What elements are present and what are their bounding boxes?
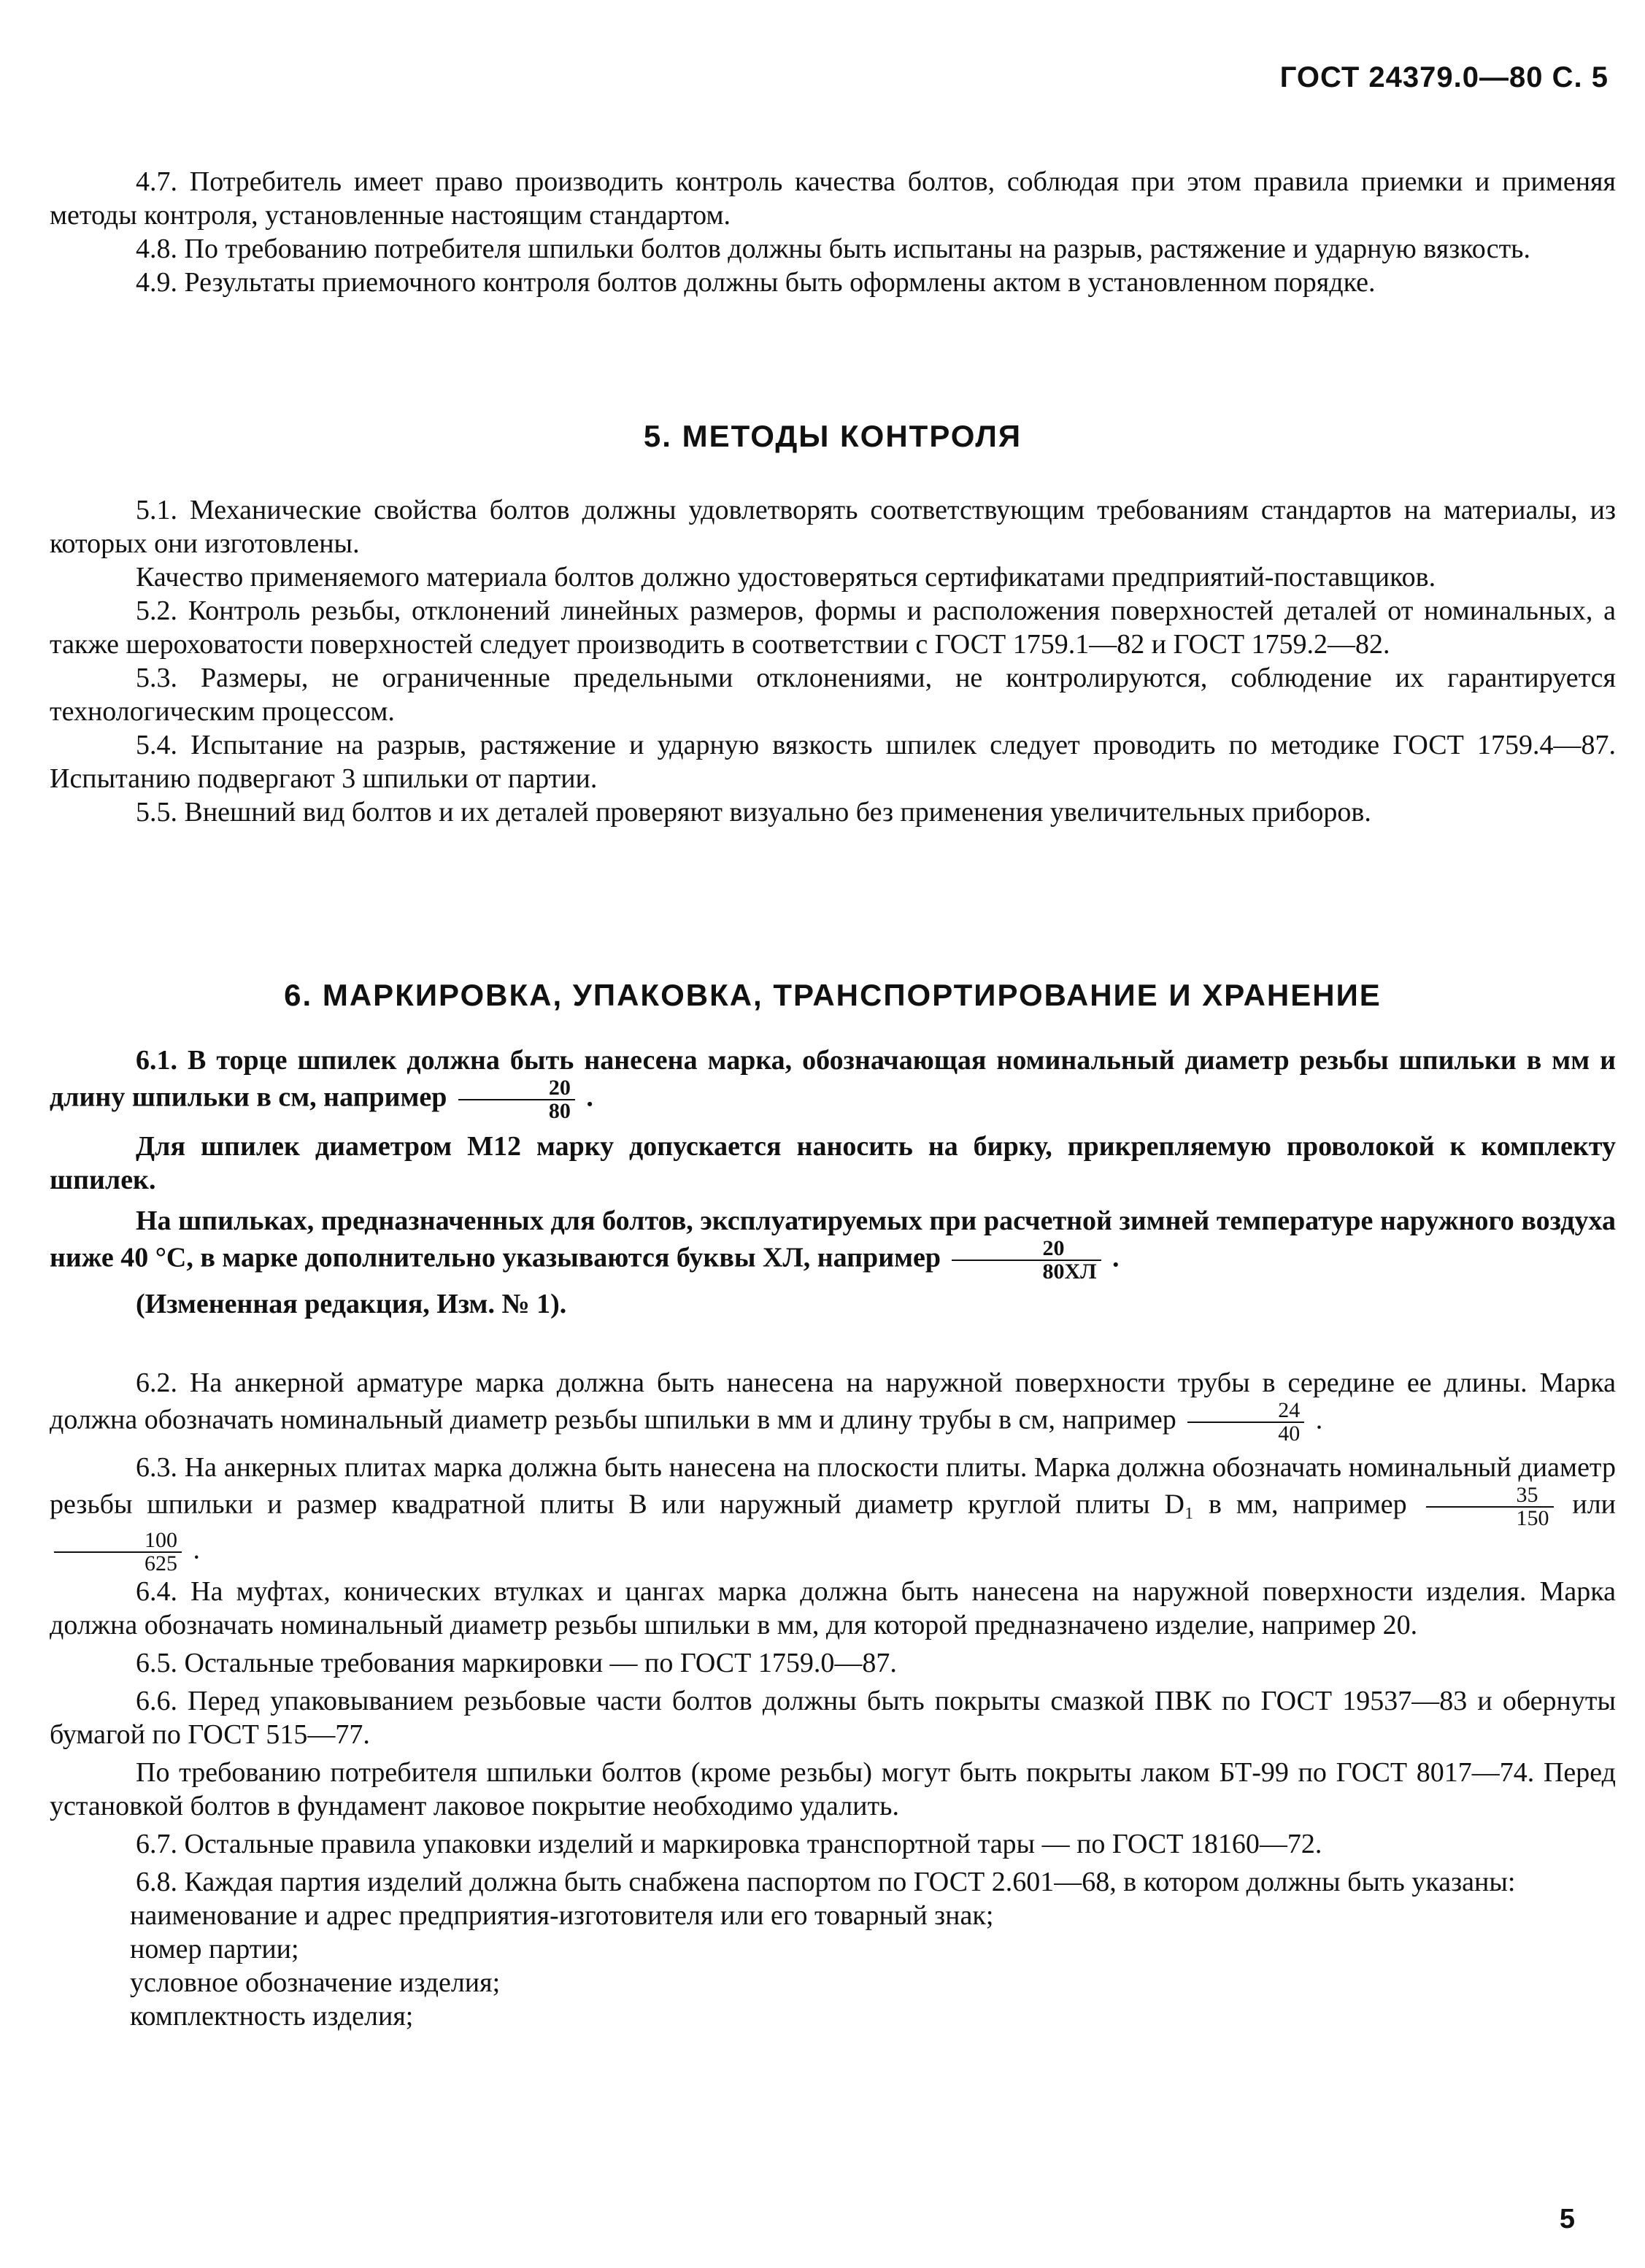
marking-fraction-20-80hl	[952, 1238, 1101, 1283]
paragraph-6-8: 6.8. Каждая партия изделий должна быть снабжена паспортом по ГОСТ 2.601—68, в котором должны быть указаны:	[136, 1867, 1516, 1897]
paragraph-4-9: 4.9. Результаты приемочного контроля болтов должны быть оформлены актом в установленном порядке.	[136, 267, 1376, 298]
paragraph-4-8: 4.8. По требованию потребителя шпильки болтов должны быть испытаны на разрыв, растяжение и ударную вязкость.	[136, 234, 1531, 264]
section-4	[50, 165, 1616, 299]
or-word: или	[1572, 1489, 1617, 1520]
section-6	[50, 1366, 1616, 2033]
running-header: ГОСТ 24379.0—80 С. 5	[1279, 61, 1609, 93]
paragraph-6-4: 6.4. На муфтах, конических втулках и цангах марка должна быть нанесена на наружной поверхности изделия. Марка должна обозначать номинальный диаметр резьбы шпильки в мм, для которой предназначено изделие, например 20.	[50, 1576, 1616, 1640]
fraction-denominator: 80ХЛ	[1042, 1260, 1097, 1284]
marking-fraction-100-625	[54, 1530, 182, 1575]
paragraph-6-1: 6.1. В торце шпилек должна быть нанесена марка, обозначающая номинальный диаметр резьбы шпильки в мм и длину шпильки в см, например $\frac{20}{80}$ .	[50, 1045, 1616, 1123]
fraction-numerator: 24	[1187, 1400, 1304, 1423]
paragraph-6-6: 6.6. Перед упаковыванием резьбовые части болтов должны быть покрыты смазкой ПВК по ГОСТ 19537—83 и обернуты бумагой по ГОСТ 515—77.	[50, 1686, 1616, 1750]
fraction-denominator: 150	[1516, 1506, 1549, 1530]
fraction-numerator: 35	[1426, 1484, 1554, 1508]
fraction-numerator: 20	[458, 1077, 575, 1100]
marking-fraction-20-80	[458, 1077, 575, 1122]
paragraph-6-1-m12: Для шпилек диаметром М12 марку допускается наносить на бирку, прикрепляемую проволокой к комплекту шпилек.	[50, 1131, 1616, 1195]
fraction-numerator: 20	[952, 1238, 1101, 1261]
list-item: наименование и адрес предприятия-изготовителя или его товарный знак;	[130, 1900, 994, 1931]
paragraph-5-3: 5.3. Размеры, не ограниченные предельными отклонениями, не контролируются, соблюдение их гарантируется технологическим процессом.	[50, 663, 1616, 727]
section-6-heading: 6. МАРКИРОВКА, УПАКОВКА, ТРАНСПОРТИРОВАНИЕ И ХРАНЕНИЕ	[284, 978, 1382, 1012]
fraction-numerator: 100	[54, 1530, 182, 1553]
paragraph-5-2: 5.2. Контроль резьбы, отклонений линейных размеров, формы и расположения поверхностей деталей от номинальных, а также шероховатости поверхностей следует производить в соответствии с ГОСТ 1759.1—82 и ГОСТ 1759.2—82.	[50, 595, 1616, 660]
section-5	[50, 493, 1616, 829]
paragraph-6-1-text: 6.1. В торце шпилек должна быть нанесена марка, обозначающая номинальный диаметр резьбы шпильки в мм и длину шпильки в см, например	[50, 1045, 1616, 1113]
section-5-heading: 5. МЕТОДЫ КОНТРОЛЯ	[643, 419, 1022, 453]
list-item: условное обозначение изделия;	[130, 1967, 501, 1998]
paragraph-6-5: 6.5. Остальные требования маркировки — по ГОСТ 1759.0—87.	[136, 1648, 897, 1678]
fraction-denominator: 80	[548, 1099, 571, 1123]
paragraph-5-1-quality: Качество применяемого материала болтов должно удостоверяться сертификатами предприятий-поставщиков.	[136, 562, 1436, 593]
paragraph-5-1: 5.1. Механические свойства болтов должны удовлетворять соответствующим требованиям стандартов на материалы, из которых они изготовлены.	[50, 495, 1616, 559]
page-number: 5	[1559, 2204, 1575, 2234]
paragraph-6-2-text: 6.2. На анкерной арматуре марка должна быть нанесена на наружной поверхности трубы в середине ее длины. Марка должна обозначать номинальный диаметр резьбы шпильки в мм и длину трубы в см, например	[50, 1368, 1616, 1435]
list-item: комплектность изделия;	[130, 2001, 414, 2032]
section-6-bold-part	[50, 1044, 1616, 1321]
list-item: номер партии;	[130, 1934, 299, 1964]
paragraph-6-1-hl-text: На шпильках, предназначенных для болтов, эксплуатируемых при расчетной зимней температуре наружного воздуха ниже 40 °С, в марке дополнительно указываются буквы ХЛ, например	[50, 1206, 1616, 1273]
paragraph-6-3: 6.3. На анкерных плитах марка должна быть нанесена на плоскости плиты. Марка должна обозначать номинальный диаметр резьбы шпильки и размер квадратной плиты В или наружный диаметр круглой плиты D₁ в мм, например $\frac{35}{150}$ или $\frac{100}{625}$ .	[50, 1452, 1617, 1575]
marking-fraction-35-150	[1426, 1484, 1554, 1530]
passport-contents-list	[50, 1899, 1616, 2033]
paragraph-4-7: 4.7. Потребитель имеет право производить контроль качества болтов, соблюдая при этом правила приемки и применяя методы контроля, установленные настоящим стандартом.	[50, 166, 1616, 231]
fraction-denominator: 625	[145, 1551, 177, 1575]
paragraph-6-1-hl: На шпильках, предназначенных для болтов, эксплуатируемых при расчетной зимней температуре наружного воздуха ниже 40 °С, в марке дополнительно указываются буквы ХЛ, например $\frac{20}{80ХЛ}$ .	[50, 1206, 1616, 1284]
marking-fraction-24-40	[1187, 1400, 1304, 1445]
paragraph-5-4: 5.4. Испытание на разрыв, растяжение и ударную вязкость шпилек следует проводить по методике ГОСТ 1759.4—87. Испытанию подвергают 3 шпильки от партии.	[50, 730, 1616, 794]
paragraph-6-3-text: 6.3. На анкерных плитах марка должна быть нанесена на плоскости плиты. Марка должна обозначать номинальный диаметр резьбы шпильки и размер квадратной плиты В или наружный диаметр круглой плиты D₁ в мм, например	[50, 1452, 1616, 1520]
paragraph-5-5: 5.5. Внешний вид болтов и их деталей проверяют визуально без применения увеличительных приборов.	[136, 797, 1371, 828]
paragraph-6-2: 6.2. На анкерной арматуре марка должна быть нанесена на наружной поверхности трубы в середине ее длины. Марка должна обозначать номинальный диаметр резьбы шпильки в мм и длину трубы в см, например $\frac{24}{40}$ .	[50, 1368, 1616, 1446]
amendment-note: (Измененная редакция, Изм. № 1).	[136, 1289, 567, 1319]
paragraph-6-6-lacquer: По требованию потребителя шпильки болтов (кроме резьбы) могут быть покрыты лаком БТ-99 по ГОСТ 8017—74. Перед установкой болтов в фундамент лаковое покрытие необходимо удалить.	[50, 1757, 1616, 1821]
paragraph-6-7: 6.7. Остальные правила упаковки изделий и маркировка транспортной тары — по ГОСТ 18160—72.	[136, 1829, 1322, 1859]
fraction-denominator: 40	[1278, 1422, 1301, 1446]
